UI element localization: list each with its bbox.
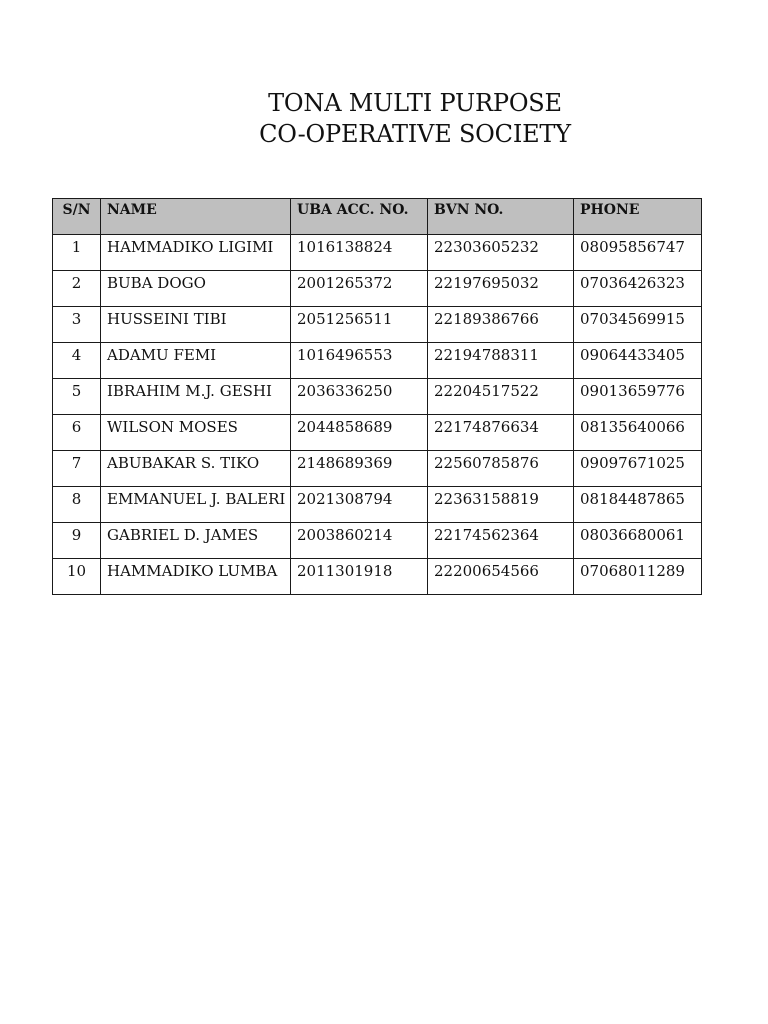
cell-sn: 6 (53, 415, 101, 451)
cell-sn: 3 (53, 307, 101, 343)
cell-sn: 10 (53, 559, 101, 595)
cell-bvn: 22174876634 (428, 415, 574, 451)
cell-acc: 2003860214 (291, 523, 428, 559)
table-row (53, 271, 702, 307)
cell-sn: 9 (53, 523, 101, 559)
cell-bvn: 22200654566 (428, 559, 574, 595)
cell-bvn: 22560785876 (428, 451, 574, 487)
table-body (53, 235, 702, 595)
cell-bvn: 22194788311 (428, 343, 574, 379)
cell-phone: 09064433405 (574, 343, 702, 379)
table-row (53, 343, 702, 379)
cell-name: BUBA DOGO (101, 271, 291, 307)
cell-name: GABRIEL D. JAMES (101, 523, 291, 559)
cell-phone: 07034569915 (574, 307, 702, 343)
table-row (53, 451, 702, 487)
members-table (52, 198, 702, 595)
header-name: NAME (101, 199, 291, 235)
cell-acc: 2021308794 (291, 487, 428, 523)
document-title (0, 88, 768, 150)
header-row (53, 199, 702, 235)
cell-sn: 5 (53, 379, 101, 415)
cell-acc: 1016496553 (291, 343, 428, 379)
cell-acc: 2036336250 (291, 379, 428, 415)
cell-phone: 07068011289 (574, 559, 702, 595)
table-row (53, 379, 702, 415)
cell-bvn: 22174562364 (428, 523, 574, 559)
cell-bvn: 22363158819 (428, 487, 574, 523)
title-line-1: TONA MULTI PURPOSE (268, 89, 562, 117)
table-row (53, 307, 702, 343)
table-row (53, 235, 702, 271)
cell-name: IBRAHIM M.J. GESHI (101, 379, 291, 415)
cell-phone: 08095856747 (574, 235, 702, 271)
cell-sn: 4 (53, 343, 101, 379)
header-bvn: BVN NO. (428, 199, 574, 235)
cell-acc: 1016138824 (291, 235, 428, 271)
table-row (53, 559, 702, 595)
cell-acc: 2011301918 (291, 559, 428, 595)
header-sn: S/N (53, 199, 101, 235)
table-row (53, 523, 702, 559)
cell-acc: 2051256511 (291, 307, 428, 343)
cell-name: EMMANUEL J. BALERI (101, 487, 291, 523)
cell-phone: 09097671025 (574, 451, 702, 487)
cell-acc: 2148689369 (291, 451, 428, 487)
header-acc: UBA ACC. NO. (291, 199, 428, 235)
cell-name: HAMMADIKO LUMBA (101, 559, 291, 595)
cell-phone: 09013659776 (574, 379, 702, 415)
cell-phone: 08184487865 (574, 487, 702, 523)
cell-sn: 2 (53, 271, 101, 307)
cell-bvn: 22204517522 (428, 379, 574, 415)
table-row (53, 415, 702, 451)
title-line-2: CO-OPERATIVE SOCIETY (259, 120, 571, 148)
cell-name: ADAMU FEMI (101, 343, 291, 379)
cell-name: HAMMADIKO LIGIMI (101, 235, 291, 271)
cell-name: HUSSEINI TIBI (101, 307, 291, 343)
cell-acc: 2001265372 (291, 271, 428, 307)
cell-bvn: 22303605232 (428, 235, 574, 271)
cell-acc: 2044858689 (291, 415, 428, 451)
cell-bvn: 22189386766 (428, 307, 574, 343)
cell-sn: 8 (53, 487, 101, 523)
cell-bvn: 22197695032 (428, 271, 574, 307)
cell-name: ABUBAKAR S. TIKO (101, 451, 291, 487)
cell-phone: 08135640066 (574, 415, 702, 451)
table-row (53, 487, 702, 523)
cell-sn: 1 (53, 235, 101, 271)
cell-phone: 07036426323 (574, 271, 702, 307)
cell-phone: 08036680061 (574, 523, 702, 559)
cell-sn: 7 (53, 451, 101, 487)
header-phone: PHONE (574, 199, 702, 235)
table-header (53, 199, 702, 235)
cell-name: WILSON MOSES (101, 415, 291, 451)
